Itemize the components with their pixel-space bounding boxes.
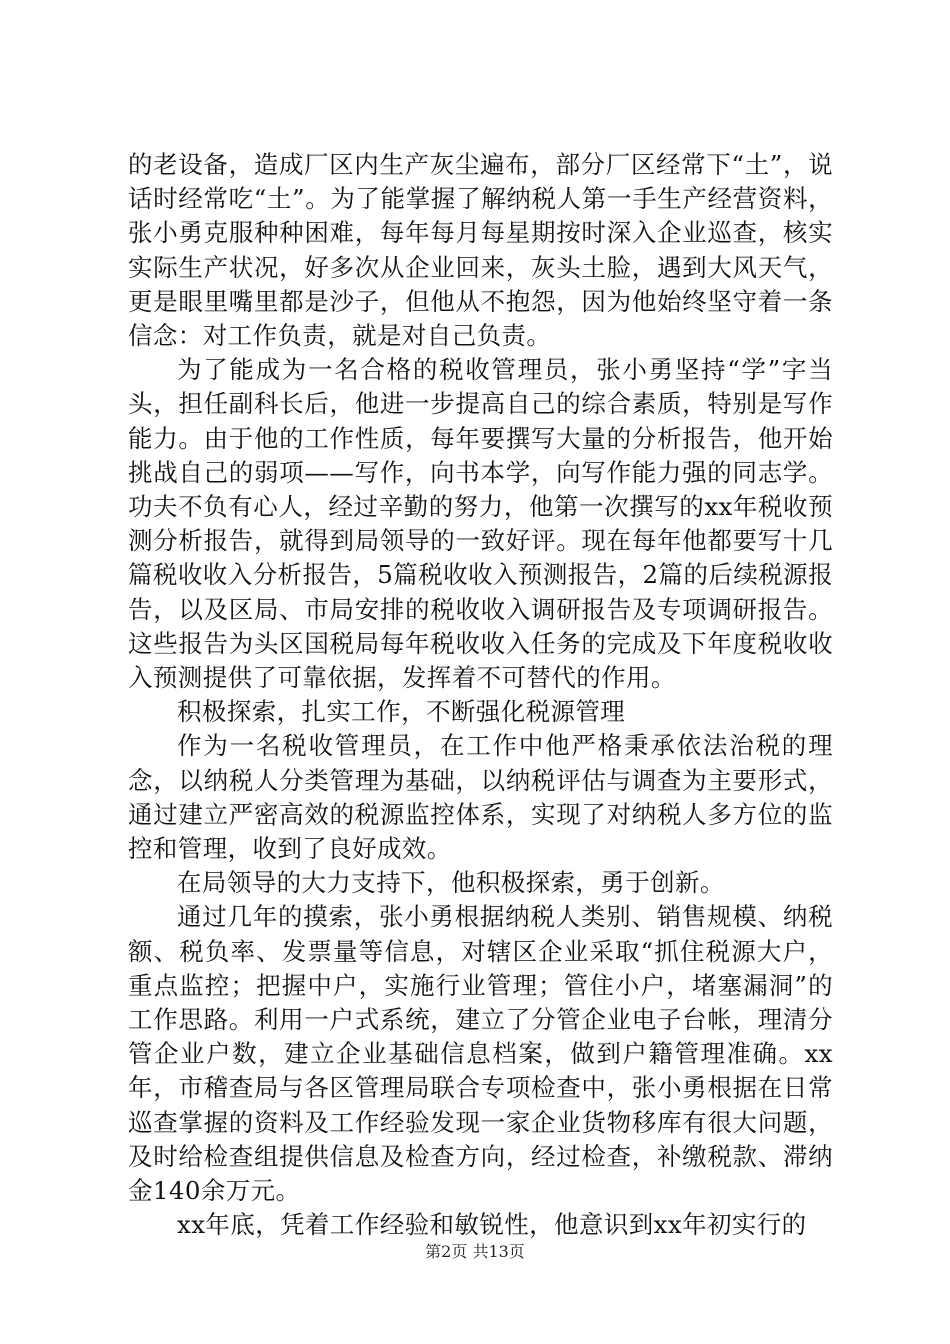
paragraph-4: 在局领导的大力支持下，他积极探索，勇于创新。 [177,868,725,898]
paragraph-5: 通过几年的摸索，张小勇根据纳税人类别、销售规模、纳税额、税负率、发票量等信息，对辖区企业采取“抓住税源大户，重点监控；把握中户，实施行业管理；管住小户，堵塞漏洞”的工作思路。利用一户式系统，建立了分管企业电子台帐，理清分管企业户数，建立企业基础信息档案，做到户籍管理准确。xx年，市稽查局与各区管理局联合专项检查中，张小勇根据在日常巡查掌握的资料及工作经验发现一家企业货物移库有很大问题，及时给检查组提供信息及检查方向，经过检查，补缴税款、滞纳金140余万元。 [128,902,833,1206]
document-body [128,148,833,1243]
paragraph-2: 为了能成为一名合格的税收管理员，张小勇坚持“学”字当头，担任副科长后，他进一步提高自己的综合素质，特别是写作能力。由于他的工作性质，每年要撰写大量的分析报告，他开始挑战自己的弱项——写作，向书本学，向写作能力强的同志学。功夫不负有心人，经过辛勤的努力，他第一次撰写的xx年税收预测分析报告，就得到局领导的一致好评。现在每年他都要写十几篇税收收入分析报告，5篇税收收入预测报告，2篇的后续税源报告，以及区局、市局安排的税收收入调研报告及专项调研报告。这些报告为头区国税局每年税收收入任务的完成及下年度税收收入预测提供了可靠依据，发挥着不可替代的作用。 [128,355,833,693]
paragraph-6: xx年底，凭着工作经验和敏锐性，他意识到xx年初实行的 [177,1210,807,1240]
paragraph-1: 的老设备，造成厂区内生产灰尘遍布，部分厂区经常下“土”，说话时经常吃“土”。为了能掌握了解纳税人第一手生产经营资料，张小勇克服种种困难，每年每月每星期按时深入企业巡查，核实实际生产状况，好多次从企业回来，灰头土脸，遇到大风天气，更是眼里嘴里都是沙子，但他从不抱怨，因为他始终坚守着一条信念：对工作负责，就是对自己负责。 [128,150,833,351]
paragraph-3: 作为一名税收管理员，在工作中他严格秉承依法治税的理念，以纳税人分类管理为基础，以纳税评估与调查为主要形式，通过建立严密高效的税源监控体系，实现了对纳税人多方位的监控和管理，收到了良好成效。 [128,731,833,864]
section-heading: 积极探索，扎实工作，不断强化税源管理 [177,697,626,727]
page-footer: 第2页 共13页 [425,1242,525,1261]
